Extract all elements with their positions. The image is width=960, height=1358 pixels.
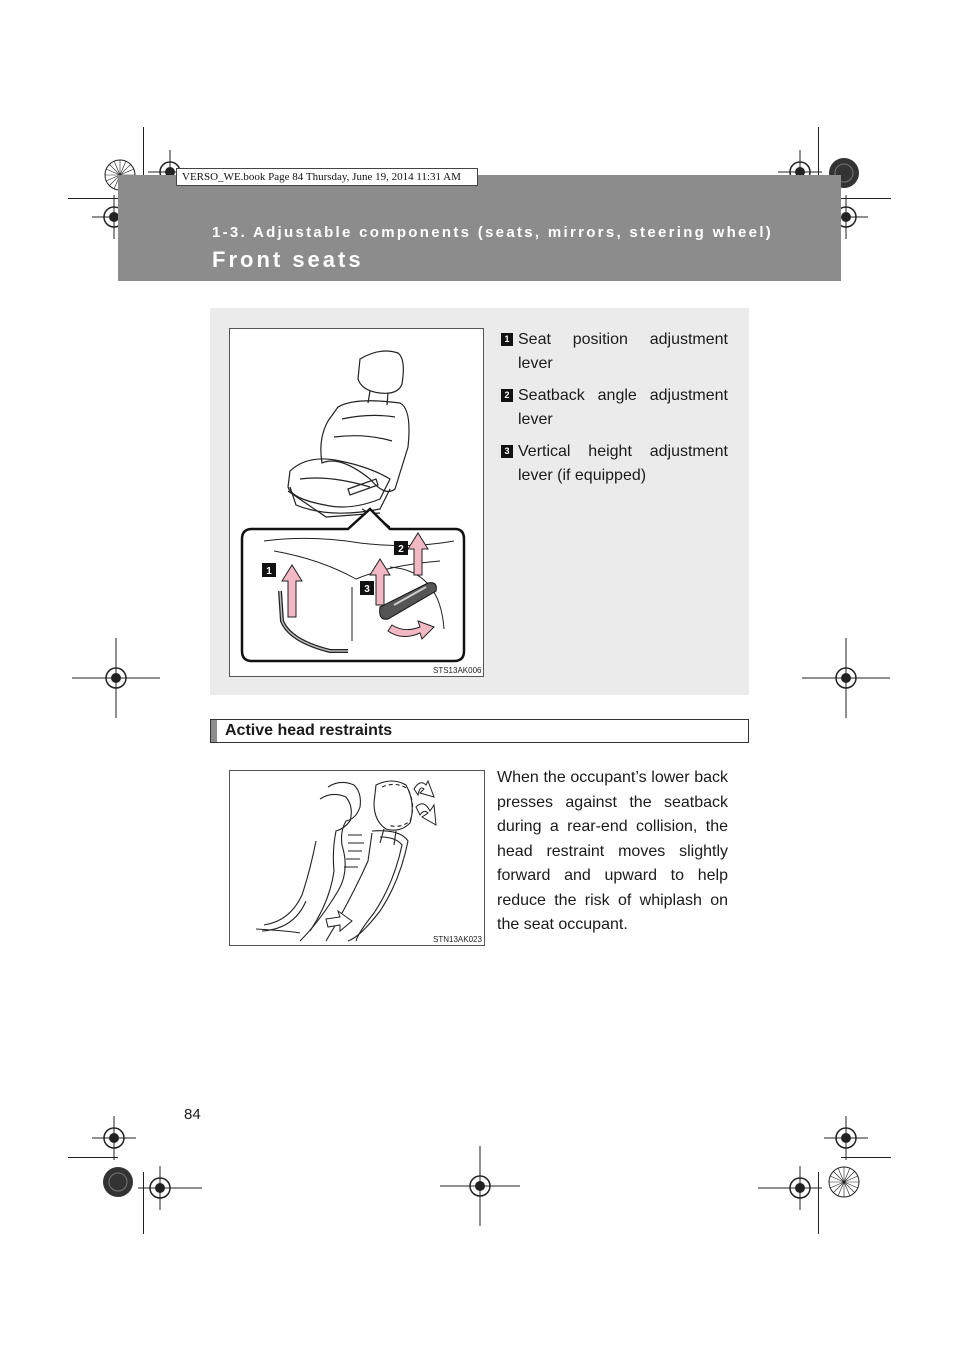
section-title: 1-3. Adjustable components (seats, mirrors, steering wheel) [212, 224, 774, 241]
head-restraint-illustration [230, 771, 484, 945]
legend-text: Seat position adjustment lever [518, 331, 728, 372]
solid-registration-icon [100, 1164, 136, 1200]
legend-item [500, 384, 728, 432]
subheading-accent [211, 720, 217, 742]
seat-figure [229, 328, 484, 677]
crosshair-icon [138, 1166, 202, 1210]
legend-text: Vertical height adjustment lever (if equipped) [518, 443, 728, 484]
legend-number: 1 [501, 333, 513, 346]
figure-code: STN13AK023 [433, 935, 482, 944]
crosshair-icon [72, 638, 160, 718]
seat-legend [500, 328, 728, 496]
crosshair-icon [758, 1166, 822, 1210]
subheading-bar [210, 719, 749, 743]
print-stamp: VERSO_WE.book Page 84 Thursday, June 19, 2014 11:31 AM [176, 168, 478, 186]
seat-illustration [230, 329, 483, 676]
callout-1-label: 1 [266, 566, 272, 577]
registration-target-icon [826, 1164, 862, 1200]
legend-item [500, 328, 728, 376]
page-number: 84 [184, 1106, 201, 1123]
figure-code: STS13AK006 [433, 666, 482, 675]
legend-text: Seatback angle adjustment lever [518, 387, 728, 428]
subheading: Active head restraints [225, 722, 393, 739]
callout-3-label: 3 [364, 584, 370, 595]
crosshair-icon [824, 1116, 868, 1160]
crosshair-icon [92, 1116, 136, 1160]
body-paragraph: When the occupant’s lower back presses against the seatback during a rear-end collision, the head restraint moves slightly forward and upward to help reduce the risk of whiplash on the seat occupant. [497, 769, 728, 933]
legend-number: 2 [501, 389, 513, 402]
legend-number: 3 [501, 445, 513, 458]
page-title: Front seats [212, 247, 364, 272]
crosshair-icon [802, 638, 890, 718]
callout-2-label: 2 [398, 544, 404, 555]
crosshair-icon [440, 1146, 520, 1226]
head-restraint-figure [229, 770, 485, 946]
legend-item [500, 440, 728, 488]
